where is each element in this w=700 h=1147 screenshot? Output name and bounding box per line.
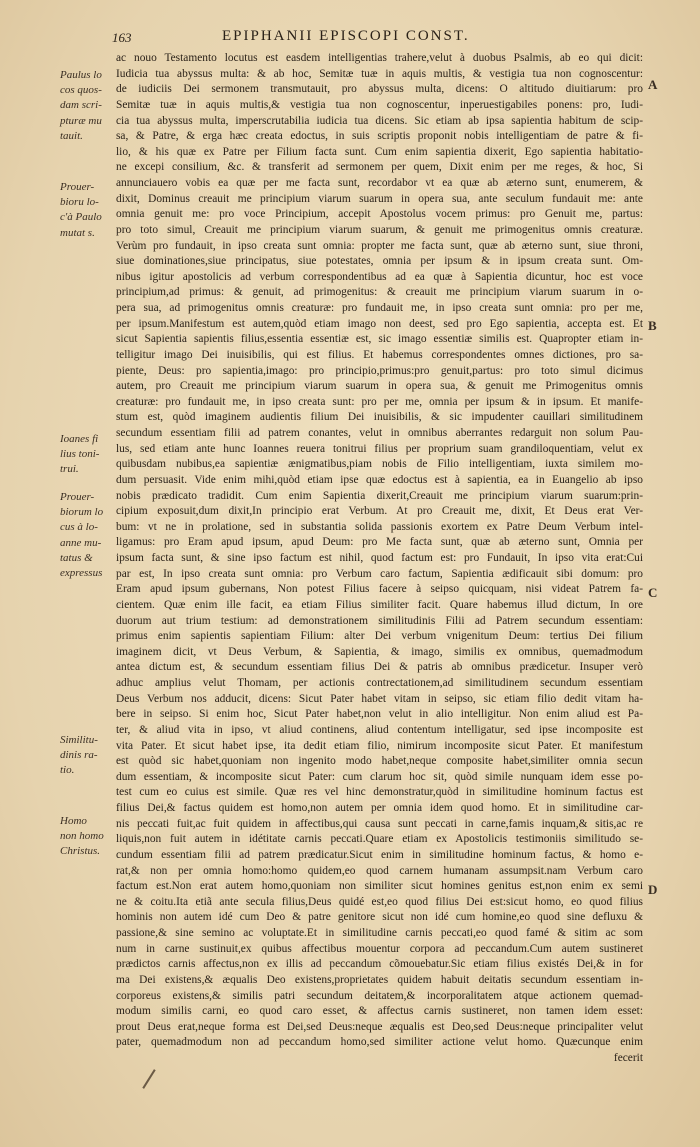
text-line: Verùm pro fundauit, in ipso creata sunt omnia: propter me facta sunt, quæ ab æterno sunt, siue throni,	[116, 239, 643, 252]
text-line: quibusdam nubibus,ea sapientiæ ænigmatibus,piam nobis de Filio intelligentiam, iuxta similem mo-	[116, 458, 643, 471]
side-note-line: mutat s.	[60, 226, 95, 239]
margin-letter-b: B	[648, 318, 657, 333]
side-note-line: bioru lo-	[60, 196, 99, 209]
side-note-line: lius toni-	[60, 448, 100, 461]
text-line: Iudicia tua abyssus multa: & ab hoc, Semitæ tuæ in aquis multis, & vestigia tua non cognoscentur:	[116, 67, 643, 80]
text-line: lus, sed etiam ante hunc Ioannes reuera tonitrui filius per proprium suam grandiloquentiam, velut ex	[116, 442, 643, 455]
text-line: creaturæ: pro fundauit me, in ipso creata sunt: pro per me, omnia per ipsum & in ipsum. Et manife-	[116, 395, 643, 408]
main-text-column	[116, 51, 643, 1067]
text-line: filius Dei,& factus quidem est homo,non autem per omnia idem quod homo. Et in similitudine car-	[116, 802, 643, 814]
side-note-3	[60, 432, 116, 478]
text-line: cia tua abyssus multa, imperscrutabilia iudicia tua dicens. Sic etiam ab ipsa sapientia habitum de scip-	[116, 114, 643, 127]
side-note-line: tauit.	[60, 129, 83, 142]
text-line: nibus igitur apostolicis ad verbum correspondentibus ad ea quæ à Sapientia dicuntur, hoc est voce	[116, 270, 643, 283]
text-line: bere in seipso. Si enim hoc, Sicut Pater habet,non velut in alio intelligitur. Non enim aliud est Pa-	[116, 708, 643, 721]
text-line: prædictos carnis affectus,non ex illis ad peccandum cõmouebatur.Sic etiam filius existés Dei,& in for	[116, 958, 643, 971]
text-line: dum persuasit. Vide enim mihi,quòd etiam ipse quæ edoctus est à sapientia, ea in Euangelio ab ipso	[116, 473, 643, 486]
text-line: per ipsum.Manifestum est autem,quòd etiam imago non deest, sed pro Ego sapientia, accepta est. Et	[116, 317, 643, 330]
text-line: par est, In ipso creata sunt omnia: pro Verbum caro factum, Sapientia ædificauit sibi domum: pro	[116, 567, 643, 580]
side-note-line: trui.	[60, 463, 79, 476]
text-line: pro toto simul, Creauit me principium viarum suarum, & genuit me primogenitus omnis creaturæ.	[116, 223, 643, 236]
margin-letter-c: C	[648, 585, 658, 600]
text-line: nis peccati fuit,ac fuit quidem in affectibus,qui causa sunt peccati in carne,famis inquam,& sitis,ac re	[116, 817, 643, 830]
text-line: cientem. Quæ enim ille facit, ea etiam Filius similiter facit. Quare habemus illud dictum, In ore	[116, 598, 643, 611]
text-line: test cum eo cuius est simile. Quæ res vel hinc demonstratur,quòd in similitudine hominum factus est	[116, 786, 643, 799]
side-note-line: anne mu-	[60, 536, 102, 549]
side-note-line: expressus	[60, 567, 103, 580]
text-line: nobis prædicato tradidit. Cum enim Sapientia dixerit,Creauit me principium viarum suarum:prin-	[116, 489, 643, 502]
page-number: 163	[112, 30, 132, 45]
side-note-line: tatus &	[60, 551, 93, 564]
text-line: ipsum facta sunt, & sine ipso factum est nihil, quod factum est: pro Fundauit, In ipso vita erat:Cui	[116, 552, 643, 564]
running-title: EPIPHANII EPISCOPI CONST.	[222, 28, 470, 44]
side-note-line: Prouer-	[60, 181, 95, 193]
side-note-2	[60, 180, 116, 241]
text-line: bum: vt ne in prolatione, sed in substantia solida passionis exortem ex Patre Deum Verbum intel-	[116, 520, 643, 533]
text-line: omnia genuit me: pro voce Principium, accepit Apostolus vocem primus: pro Genuit me, partus:	[116, 208, 643, 221]
ink-mark	[142, 1069, 155, 1089]
text-line: ma Dei existens,& æqualis Deo existens,proprietates quidem habuit deitatis secundum essentiam in-	[116, 973, 643, 986]
side-note-line: Homo	[60, 815, 87, 827]
side-note-5	[60, 733, 116, 779]
side-note-line: biorum lo	[60, 506, 104, 519]
side-note-line: cos quos-	[60, 84, 102, 97]
text-line: stum est, quòd imaginem audientis filium Dei inuisibilis, & sic impudenter cauillari similitudinem	[116, 411, 643, 424]
catchword: fecerit	[613, 1052, 643, 1064]
text-line: Semitæ tuæ in aquis multis,& vestigia tua non cognoscentur, inperuestigabiles ponens: pro, Iudi-	[116, 98, 643, 111]
text-line: passione,& sine semino ac voluptate.Et in similitudine carnis peccati,eo quod famé & sitim ac som	[116, 927, 643, 939]
text-line: ac nouo Testamento locutus est easdem intelligentias trahere,velut à duobus Psalmis, ab eo qui dicit:	[116, 52, 643, 64]
text-line: lio, & his quæ ex Patre per Filium facta sunt. Cum enim sapientia dixerit, Ego sapientia habitatio-	[116, 145, 643, 158]
text-line: prout Deus erat,neque forma est Dei,sed Deus:neque æqualis est Deo,sed Deus:neque principaliter velut	[116, 1020, 643, 1033]
side-note-1	[60, 68, 116, 144]
side-note-line: cus à lo-	[60, 521, 98, 534]
text-line: Eram apud ipsum gubernans, Non potest Filius facere à seipso quicquam, nisi videat Patrem fa-	[116, 583, 643, 596]
text-line: hominis non autem idé cum Deo & patre genitore sicut non idé cum homine,eo quod sine defluxu &	[116, 911, 643, 924]
text-line: pater, quemadmodum non ad peccandum homo,sed similiter actione velut homo. Quæcunque enim	[116, 1036, 643, 1049]
side-note-line: dam scri-	[60, 99, 102, 112]
text-line: pera sua, ad primogenitus omnis creaturæ: pro fundauit me, in ipso creata sunt omnia: pro per me,	[116, 302, 643, 314]
text-line: telligitur imago Dei inuisibilis, qui est filius. Et habemus correspondentes omnes dictiones, pro sa-	[116, 348, 643, 361]
text-line: ter, & aliud vita in ipso, vt aliud continens, aliud contentum intelligatur, sed ipse incomposite est	[116, 723, 643, 736]
text-line: de iudiciis Dei sermonem transmutauit, pro abyssus multa, dicens: O altitudo diuitiarum: pro	[116, 83, 643, 96]
text-line: siue dominationes,siue principatus, siue potestates, omnia per ipsum & in ipsum creata sunt. Om-	[116, 255, 643, 268]
text-line: sicut Sapientia sapientis filius,essentia essentiæ est, sic imago essentiæ similis est. Quapropter etiam in-	[116, 333, 643, 346]
text-line: autem, pro Creauit me principium viarum suarum in opera sua, & genuit me Primogenitus omnis	[116, 380, 643, 393]
text-line: ne excepi consilium, &c. & transferit ad sermonem per quem, Dixit enim per me reges, & hoc, Si	[116, 161, 643, 174]
side-note-4	[60, 490, 116, 581]
text-line: cundum essentiam filii ad patrem prædicatur.Sicut enim in similitudine hominum factus, & homo e-	[116, 848, 643, 861]
text-line: vita Pater. Et sicut habet ipse, ita dedit etiam filio, nimirum incomposite sicut Pater. Et manifestum	[116, 739, 643, 752]
text-line: rat,& non per omnia homo:homo quidem,eo quod carnem humanam assumpsit.nam Verbum caro	[116, 864, 643, 877]
text-line: adhuc amplius velut Thomam, per actionis contrectationem,ad similitudinem secundum essentiam	[116, 677, 643, 689]
side-note-line: Similitu-	[60, 734, 98, 746]
margin-letter-a: A	[648, 77, 658, 92]
side-note-line: non homo	[60, 830, 104, 843]
text-line: modum similis carni, eo quod caro esset, & affectus carnis sustineret, non tamen idem esset:	[116, 1005, 643, 1018]
text-line: factum est.Non erat autem homo,quoniam non similiter sicut homines genitus est,non enim ex semi	[116, 880, 643, 893]
text-line: ne & coitu.Ita etiã ante secula filius,Deus quidé est,eo quod filius Dei est:sicut homo, eo quod filius	[116, 895, 643, 908]
text-line: dixit, Dominus creauit me principium viarum suarum in opera sua, ante seculum fundauit me: ante	[116, 192, 643, 205]
text-line: est quòd sic habet,quoniam non ingenito modo habet,neque composite habet,similiter omnia secun	[116, 755, 643, 768]
text-line: secundum essentiam filii ad patrem conantes, velut in omnibus aberrantes redarguit non solum Pau-	[116, 427, 643, 439]
text-line: sa, & Patre, & erga hæc creata edoctus, in suis scriptis proponit nobis intelligentiam de patre & fi-	[116, 130, 643, 143]
text-line: annunciauero vobis ea quæ per me facta sunt, recordabor vt ea quæ ab æterno sunt, enumerem, &	[116, 177, 643, 189]
text-line: antea dictum est, & secundum essentiam filius Dei & patris ab omnibus prædicetur. Insuper verò	[116, 661, 643, 674]
side-note-line: Ioanes fi	[60, 433, 99, 445]
text-line: ligamus: pro Eram apud ipsum, apud Deum: pro Me facta sunt, quæ ab æterno sunt, Omnia per	[116, 536, 643, 549]
side-note-line: tio.	[60, 764, 75, 777]
text-line: Deus Verbum nos adducit, dicens: Sicut Pater habet vitam in seipso, sic etiam filio dedit vitam ha-	[116, 692, 643, 705]
text-line: imaginem dicit, vt Deus Verbum, & Sapientia, & imago, similis ex omnibus, quemadmodum	[116, 645, 643, 658]
side-note-6	[60, 814, 116, 860]
side-note-line: Christus.	[60, 845, 101, 858]
side-note-line: c'à Paulo	[60, 211, 102, 224]
side-note-line: pturæ mu	[60, 114, 102, 127]
text-line: corporeus existens,& similis patri secundum deitatem,& incorporalitatem atque actionem quemad-	[116, 989, 643, 1002]
margin-letter-d: D	[648, 882, 658, 897]
text-line: piente, Deus: pro sapientia,imago: pro principio,primus:pro genuit,partus: pro toto simul dicimus	[116, 364, 643, 377]
text-line: liquis,non fuit autem in idétitate carnis peccati.Quare etiam ex Apostolicis testimoniis similitudo se-	[116, 833, 643, 846]
text-line: dum essentiam, & incomposite sicut Pater: cum clarum hoc sit, quòd simile nunquam idem esse po-	[116, 770, 643, 783]
page-header	[110, 26, 650, 50]
text-line: cipium exposuit,dum dixit,In principio erat Verbum. At pro Creauit me, dixit, Et Deus erat Ver-	[116, 505, 643, 518]
side-note-line: dinis ra-	[60, 749, 98, 762]
side-note-line: Paulus lo	[60, 69, 102, 81]
side-note-line: Prouer-	[60, 491, 95, 503]
text-line: num in carne sustinuit,ex quibus affectibus mouentur corpora ad peccandum.Cum autem sustineret	[116, 942, 643, 955]
text-line: principium,ad primus: & genuit, ad primogenitus: & creauit me principium viarum suarum in o-	[116, 286, 643, 299]
text-line: duorum aut trium testium: ad demonstrationem similitudinis Filii ad Patrem secundum essentiam:	[116, 614, 643, 627]
text-line: primus enim sapientis sapientiam Filium: alter Dei verbum vnigenitum Deum: tertius Dei filium	[116, 630, 643, 643]
